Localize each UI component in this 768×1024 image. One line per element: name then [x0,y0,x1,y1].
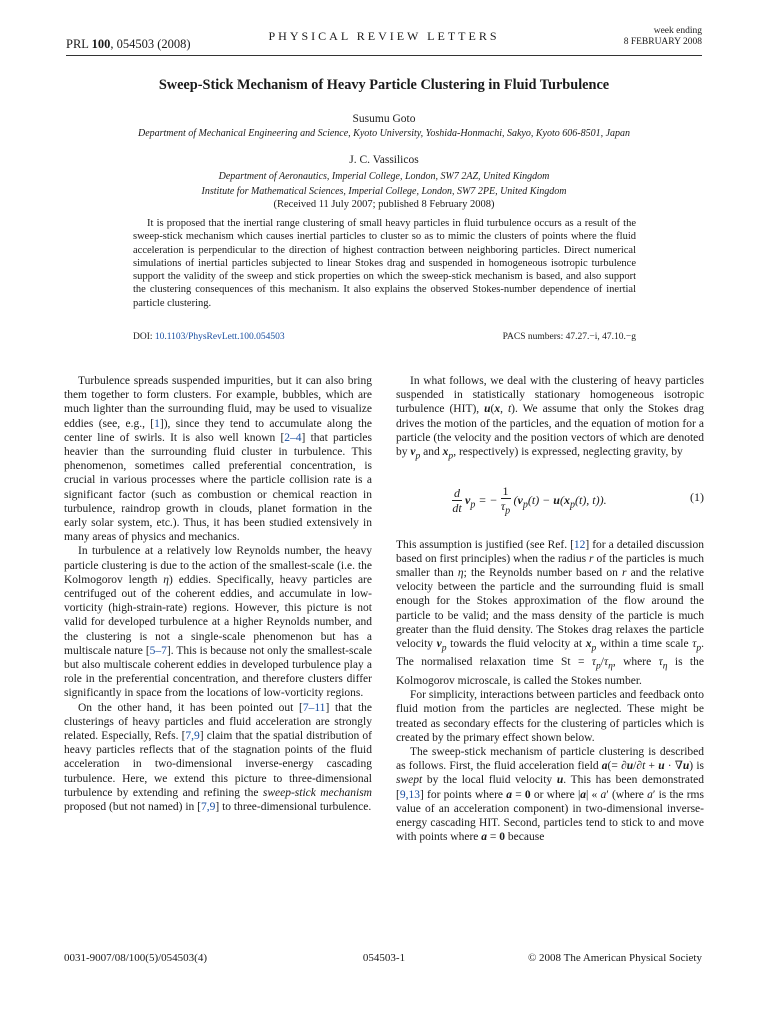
journal-name: PHYSICAL REVIEW LETTERS [268,29,500,43]
equation-1: $\frac{d}{dt}$ $v_p$ = − $\frac{1}{\tau_p}$ ($v_p(t) - u(x_p(t)$, t)). (1) [452,483,704,516]
running-header [66,26,702,54]
body-column-right [396,374,704,844]
footer-page-number: 054503-1 [362,952,406,964]
body-paragraph: In what follows, we deal with the clustering of heavy particles suspended in statistically stationary homogeneous isotropic turbulence (HIT), u(x, t). We assume that only the Stokes drag drives the motion of the particles, and the equation of motion for a particle (the velocity and the position vectors of which are denoted by $v_p$ and $x_p$, respectively) is expressed, neglecting gravity, by [396,375,705,462]
body-column-left [64,374,372,814]
equation-number: (1) [690,489,704,504]
paper-title: Sweep-Stick Mechanism of Heavy Particle Clustering in Fluid Turbulence [158,77,610,93]
author-affiliation: Department of Mechanical Engineering and Science, Kyoto University, Yoshida-Honmachi, Sakyo, Kyoto 606-8501, Japan [137,128,631,139]
author-name: Susumu Goto [352,113,416,125]
body-paragraph: This assumption is justified (see Ref. [12] for a detailed discussion based on first principles) when the radius r of the particles is much smaller than η; the Reynolds number based on r and the relative velocity between the particle and the surrounding fluid is small enough for the Stokes approximation of the flow around the particle to be valid; and the mass density of the particle is much greater than the fluid density. The Stokes drag relaxes the particle velocity $v_p$ towards the fluid velocity at $x_p$ within a time scale $\tau_p$. The normalised relaxation time $St = \tau_p/\tau_\eta$, where $\tau_\eta$ is the Kolmogorov microscale, is called the Stokes number. [396,538,705,687]
citation-link[interactable]: 9,13 [399,788,420,801]
body-paragraph: For simplicity, interactions between particles and feedback onto fluid motion from the particles are neglected. These might be treated as secondary effects for the clustering of particles which is created by the primary effect shown below. [396,689,704,744]
body-paragraph: Turbulence spreads suspended impurities, but it can also bring them together to form clusters. For example, bubbles, which are much lighter than the surrounding fluid, may be used to visualize eddies (see, e.g., [1]), since they tend to accumulate along the center line of swirls. It is also well known [2–4] that particles heavier than the surrounding fluid cluster in turbulence. This phenomenon, sometimes called preferential concentration, is crucial in various processes where the particle collision rate is a significant factor (such as combustion or chemical reaction in turbulence, raindrop growth in clouds, planet formation in the early solar system, etc.). Thus, it has been studied extensively in many areas of physics and mechanics. [64,375,373,544]
author-affiliation: Institute for Mathematical Sciences, Imperial College, London, SW7 2PE, United Kingdom [201,186,567,197]
author-affiliation: Department of Aeronautics, Imperial College, London, SW7 2AZ, United Kingdom [218,171,550,182]
author-name: J. C. Vassilicos [349,154,419,166]
abstract: It is proposed that the inertial range clustering of small heavy particles in fluid turbulence occurs as a result of the sweep-stick mechanism which causes inertial particles to cluster so as to mimic the clusters of points where the fluid acceleration is perpendicular to the direction of highest contraction between neighboring particles. Direct numerical simulations of inertial particles subjected to linear Stokes drag and suspended in homogeneous isotropic turbulence support the validity of the sweep and stick properties on which the sweep-stick mechanism is based, and also support the clustering consequences of this mechanism. It also explains the observed Stokes-number dependence of inertial particle clustering. [133,218,636,309]
pacs-numbers: PACS numbers: 47.27.−i, 47.10.−g [502,332,636,342]
issue-date: week ending 8 FEBRUARY 2008 [623,26,702,47]
citation-link[interactable]: 7,9 [201,801,216,814]
footer-issn: 0031-9007/08/100(5)/054503(4) [64,952,207,964]
doi-link[interactable]: 10.1103/PhysRevLett.100.054503 [154,332,285,342]
body-paragraph: In turbulence at a relatively low Reynolds number, the heavy particle clustering is due to the action of the smallest-scale (i.e. the Kolmogorov length η) eddies. Specifically, heavy particles are centrifuged out of the coherent eddies, and accumulate in low-vorticity (high-strain-rate) regions. However, this picture is not valid for developed turbulence at a higher Reynolds number, and the clustering is not a single-scale phenomenon but has a multiscale nature [5–7]. This is because not only the smallest-scale but also multiscale coherent eddies in developed turbulence play a role in the preferential concentration, and therefore clusters differ significantly in space from the locations of low-vorticity regions. [64,545,372,700]
citation: PRL 100, 054503 (2008) [66,37,191,51]
body-paragraph: The sweep-stick mechanism of particle clustering is described as follows. First, the fluid acceleration field a(= ∂u/∂t + u · ∇u) is swept by the local fluid velocity u. This has been demonstrated [9,13] for points where a = 0 or where |a| « a′ (where a′ is the rms value of an acceleration component) in two-dimensional inverse-energy cascading HIT. Second, particles tend to stick to and move with points where a = 0 because [396,745,705,844]
header-rule [66,55,702,56]
doi: DOI: 10.1103/PhysRevLett.100.054503 [133,332,285,342]
citation-link[interactable]: 7–11 [302,701,326,714]
body-paragraph: On the other hand, it has been pointed out [7–11] that the clusterings of heavy particles and fluid acceleration are strongly related. Especially, Refs. [7,9] claim that the spatial distribution of heavy particles reflects that of the stagnation points of the fluid acceleration in two-dimensional inverse-energy cascading turbulence. Here, we extend this picture to three-dimensional turbulence by extending and refining the sweep-stick mechanism proposed (but not named) in [7,9] to three-dimensional turbulence. [64,701,372,814]
footer-copyright: © 2008 The American Physical Society [527,952,702,964]
citation-link[interactable]: 7,9 [185,730,200,743]
citation-link[interactable]: 12 [573,538,586,551]
citation-link[interactable]: 2–4 [284,431,302,444]
citation-link[interactable]: 5–7 [149,644,167,657]
citation-link[interactable]: 1 [154,417,160,430]
received-published-dates: (Received 11 July 2007; published 8 February 2008) [273,199,495,210]
